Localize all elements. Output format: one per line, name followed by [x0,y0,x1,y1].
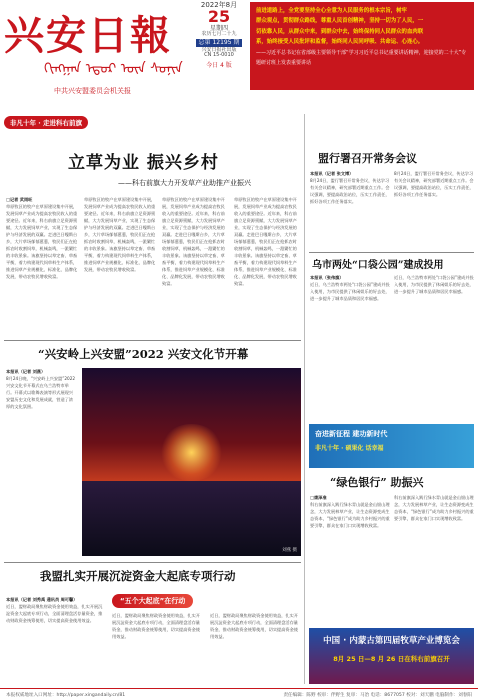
promo-line1: 奋进新征程 建功新时代 [315,430,388,438]
expo-dates: 8月 25 日—8 月 26 日在科右前旗召开 [333,655,450,663]
culture-byline: 本报讯（记者 刘燕） [6,369,46,374]
feature-body-4: 草原牧区的牧户在草原建设集中开展，发展饲草产业成为提高农牧民收入的重要途径。近年来，科右前旗立足资源禀赋，大力发展饲草产业，实现了生态保护与经济发展的双赢。走进巴日嘎斯台乡，大片草场郁郁葱葱，牧民们正在抢抓农时收割饲草，机械轰鸣，一派繁忙的丰收景象。该旗坚持以草定畜、草畜平衡，着力构建现代饲草料生产体系，推进饲草产业规模化、标准化、品牌化发展，带动农牧民增收致富。 [234,197,297,286]
culture-body: 8月24日晚，“兴安岭上兴安盟”2022兴安文化节开幕式在乌兰浩特市举行。开幕式以歌舞表演等形式展现兴安盟历史文化和发展成就，营造了浓厚的文化氛围。 [6,376,76,409]
meeting-text-col1 [310,170,390,248]
banner-line: 切依靠人民，从群众中来，到群众中去，始终保持同人民群众的血肉联 [256,28,424,35]
park-body-2: 近日，乌兰浩特市两处“口袋公园”建成并投入使用，为市民提供了休闲娱乐的好去处，进一步提升了城市品质和居民幸福感。 [394,275,474,294]
feature-tag: 非凡十年 · 走进科右前旗 [4,116,88,129]
photo-caption: 刘燕 摄 [282,548,297,553]
banner-source: ——习近平总书记在省部级主要领导干部“学习习近平总书记重要讲话精神，迎接党的二十大”专题研讨班上发表重要讲话 [256,50,467,66]
year-month: 2022年8月 [200,1,238,9]
page-footer [0,688,478,700]
feature-body-col4 [234,196,300,336]
feature-headline: 立草为业 振兴乡村 [68,153,219,173]
meeting-body: 8月24日，盟行署召开常务会议，传达学习有关会议精神，研究部署近期重点工作。会议强调，要提高政治站位，压实工作责任，抓好各项工作任务落实。 [310,178,390,204]
feature-byline: □记者 武雨旺 [6,197,33,202]
fund-body: 近日，盟财政局聚焦财政资金使用效益，扎实开展沉淀资金大起底专项行动，全面清理盘活存量资金，推动财政资金统筹使用，切实提高资金使用效益。 [6,604,103,623]
park-body: 近日，乌兰浩特市两处“口袋公园”建成并投入使用，为市民提供了休闲娱乐的好去处，进一步提升了城市品质和居民幸福感。 [310,282,390,301]
fund-text-col2 [112,612,204,684]
banner-line: 前进道路上，全党要坚持全心全意为人民服务的根本宗旨，树牢 [256,8,407,14]
feature-body-3: 草原牧区的牧户在草原建设集中开展，发展饲草产业成为提高农牧民收入的重要途径。近年来，科右前旗立足资源禀赋，大力发展饲草产业，实现了生态保护与经济发展的双赢。走进巴日嘎斯台乡，大片草场郁郁葱葱，牧民们正在抢抓农时收割饲草，机械轰鸣，一派繁忙的丰收景象。该旗坚持以草定畜、草畜平衡，着力构建现代饲草料生产体系，推进饲草产业规模化、标准化、品牌化发展，带动农牧民增收致富。 [162,197,225,286]
culture-photo [82,368,301,556]
park-text-col2 [394,274,474,420]
feature-section [4,114,301,138]
green-bank-byline: □康泽准 [310,495,327,500]
quote-banner [250,2,474,90]
issue-number: 总第 12195 期 [196,39,242,47]
culture-headline: “兴安岭上兴安盟”2022 兴安文化节开幕 [38,347,249,361]
masthead [0,0,478,102]
weekday: 星期四 [209,25,228,33]
feature-byline-col [6,196,78,336]
publisher-line: 中共兴安盟委员会机关报 [54,87,131,95]
fund-body-2: 近日，盟财政局聚焦财政资金使用效益，扎实开展沉淀资金大起底专项行动，全面清理盘活存量资金，推动财政资金统筹使用，切实提高资金使用效益。 [112,613,200,639]
feature-tag-bar [4,114,301,138]
cn-number: CN 15-0010 [204,52,234,59]
newspaper-logo: 兴安日報 [4,12,172,59]
lunar-date: 农历七月二十九 [201,31,237,38]
promo-line2: 非凡十年 · 硕果化 话幸福 [315,445,384,452]
green-bank-text-col2 [394,494,474,624]
meeting-text-col2 [394,170,474,248]
banner-line: 系，始终接受人民批评和监督，始终同人民同呼吸、共命运、心连心。 [256,38,424,45]
feature-body-2: 草原牧区的牧户在草原建设集中开展，发展饲草产业成为提高农牧民收入的重要途径。近年来，科右前旗立足资源禀赋，大力发展饲草产业，实现了生态保护与经济发展的双赢。走进巴日嘎斯台乡，大片草场郁郁葱葱，牧民们正在抢抓农时收割饲草，机械轰鸣，一派繁忙的丰收景象。该旗坚持以草定畜、草畜平衡，着力构建现代饲草料生产体系，推进饲草产业规模化、标准化、品牌化发展，带动农牧民增收致富。 [84,197,156,272]
feature-body-col3 [162,196,228,336]
fund-tag: “五个大起底”在行动 [112,594,193,608]
park-text-col1 [310,274,390,420]
fund-text-col1 [6,596,106,684]
divider [309,252,474,253]
expo-title: 中国 · 内蒙古第四届牧草产业博览会 [323,636,460,646]
feature-body: 草原牧区的牧户在草原建设集中开展，发展饲草产业成为提高农牧民收入的重要途径。近年来，科右前旗立足资源禀赋，大力发展饲草产业，实现了生态保护与经济发展的双赢。走进巴日嘎斯台乡，大片草场郁郁葱葱，牧民们正在抢抓农时收割饲草，机械轰鸣，一派繁忙的丰收景象。该旗坚持以草定畜、草畜平衡，着力构建现代饲草料生产体系，推进饲草产业规模化、标准化、品牌化发展，带动农牧民增收致富。 [6,204,78,279]
expo-advertisement [309,628,474,684]
meeting-headline: 盟行署召开常务会议 [318,152,417,165]
date-box [196,2,242,70]
banner-line: 群众观点，贯彻群众路线，尊重人民首创精神，坚持一切为了人民，一 [256,18,424,25]
feature-body-col2 [84,196,156,336]
mongolian-logo: ᠬᠢᠩᠭᠠᠨ ᠡᠳᠦᠷ ᠦᠨ ᠰᠣᠨᠢᠨ [44,61,183,77]
green-bank-body-2: 科右前旗深入践行绿水青山就是金山银山理念，大力发展林草产业，让生态资源变成生态资本，“绿色银行”成为助力乡村振兴的重要引擎，群众在家门口实现增收致富。 [394,495,474,521]
meeting-byline: 本报讯（记者 张文博） [310,171,354,176]
publisher-small: 兴安日报社出版 [201,46,237,53]
column-divider [304,114,305,684]
green-bank-body: 科右前旗深入践行绿水青山就是金山银山理念，大力发展林草产业，让生态资源变成生态资本，“绿色银行”成为助力乡村振兴的重要引擎，群众在家门口实现增收致富。 [310,502,390,528]
stage-light [159,424,225,480]
editor-credits: 责任编辑：陈野 校审：伴野生 复审：马冶 电话：8677057 校对：刘天鹏 电脑制作：刘春阳 [283,693,472,698]
park-byline: 本报讯（张伟旗） [310,275,344,280]
feature-subhead: ——科右前旗大力开发草产业助推产业振兴 [118,179,251,187]
fund-headline: 我盟扎实开展沉淀资金大起底专项行动 [40,569,236,583]
stage-floor [82,481,301,556]
culture-text [6,368,76,556]
day-number: 25 [207,7,231,27]
green-bank-text-col1 [310,494,390,624]
divider [4,340,301,341]
promo-banner [309,424,474,468]
meeting-body-2: 8月24日，盟行署召开常务会议，传达学习有关会议精神，研究部署近期重点工作。会议强调，要提高政治站位，压实工作责任，抓好各项工作任务落实。 [394,171,474,197]
website-link[interactable]: 本报权威地址入口网址：http://paper.xingandaily.cn/81 [6,693,126,698]
fund-byline: 本报讯（记者 刘秀禹 通讯员 周可馨） [6,597,78,602]
fund-body-3: 近日，盟财政局聚焦财政资金使用效益，扎实开展沉淀资金大起底专项行动，全面清理盘活存量资金，推动财政资金统筹使用，切实提高资金使用效益。 [210,613,298,639]
page-count: 今日 4 版 [206,62,232,70]
fund-text-col3 [210,612,300,684]
green-bank-headline: “绿色银行” 助振兴 [330,476,424,489]
park-headline: 乌市两处“口袋公园”建成投用 [312,260,444,271]
divider [4,562,301,563]
